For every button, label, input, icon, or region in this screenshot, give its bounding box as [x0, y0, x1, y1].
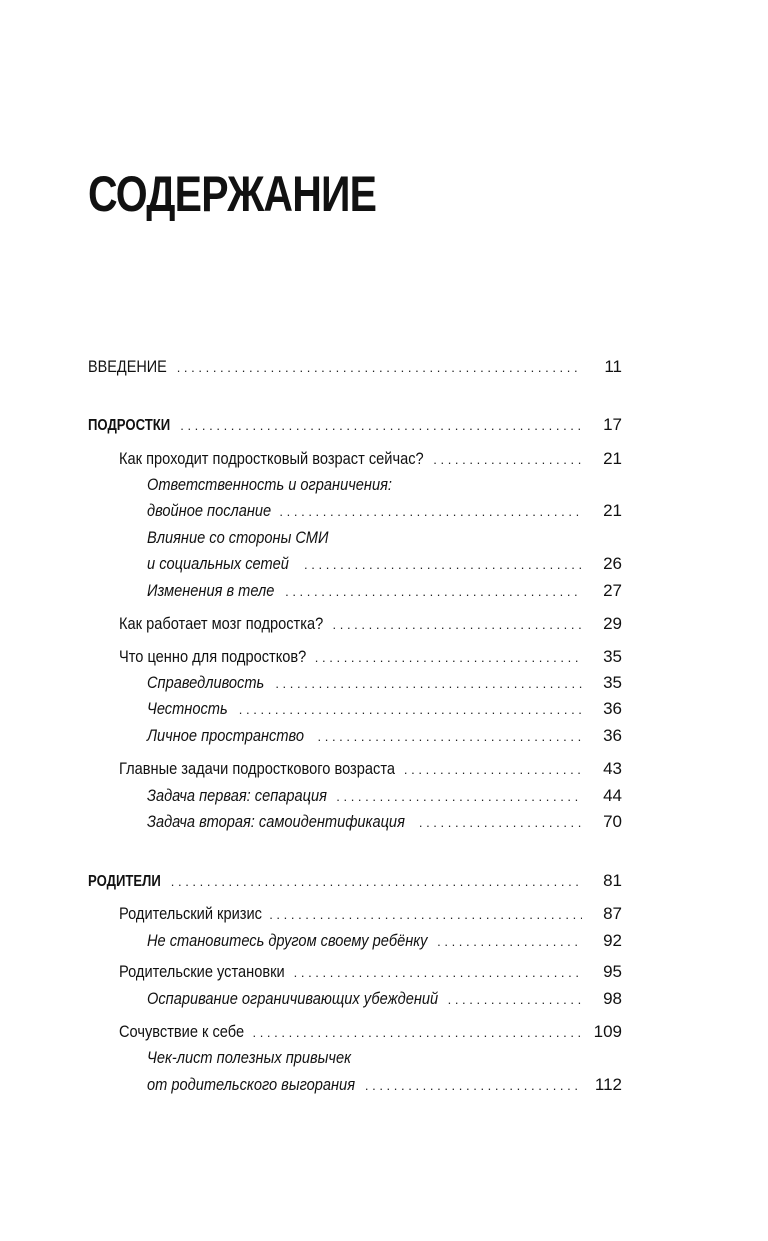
dot-leader [437, 930, 582, 954]
toc-entry-teens-s1a-line1[interactable]: Ответственность и ограничения: [147, 475, 392, 494]
toc-page-number: 17 [603, 415, 622, 434]
toc-part-teens[interactable] [88, 413, 622, 438]
dot-leader [365, 1074, 582, 1098]
toc-page-number: 92 [603, 931, 622, 950]
dot-leader [171, 870, 582, 894]
dot-leader [252, 1021, 582, 1045]
dot-leader [336, 785, 582, 809]
toc-page-number: 26 [603, 554, 622, 573]
toc-entry-label: Что ценно для подростков? [119, 647, 307, 666]
toc-page-number: 35 [603, 647, 622, 666]
toc-entry-label: Главные задачи подросткового возраста [119, 759, 395, 778]
toc-page-number: 109 [593, 1022, 622, 1041]
toc-entry-label: Честность [147, 699, 228, 718]
dot-leader [275, 672, 582, 696]
toc-entry-label: двойное послание [147, 501, 272, 520]
toc-entry-teens-s1b-line1[interactable]: Влияние со стороны СМИ [147, 528, 329, 547]
toc-entry-label: Как работает мозг подростка? [119, 614, 324, 633]
toc-page-number: 36 [603, 726, 622, 745]
toc-entry-label: Изменения в теле [147, 581, 275, 600]
toc-page-number: 112 [594, 1075, 622, 1094]
toc-entry-label: Задача вторая: самоидентификация [147, 812, 405, 831]
toc-entry-label: Не становитесь другом своему ребёнку [147, 931, 428, 950]
dot-leader [315, 646, 582, 670]
toc-entry-teens-s2[interactable] [119, 612, 622, 637]
toc-page-number: 98 [603, 989, 622, 1008]
toc-page-number: 21 [603, 449, 622, 468]
toc-entry-label: Родительский кризис [119, 904, 262, 923]
dot-leader [404, 758, 582, 782]
toc-page-number: 21 [603, 501, 622, 520]
toc-entry-parents-s2[interactable] [119, 960, 622, 985]
toc-entry-teens-s1b[interactable] [147, 552, 622, 577]
toc-entry-label: от родительского выгорания [147, 1075, 356, 1094]
toc-entry-label: Справедливость [147, 673, 265, 692]
dot-leader [279, 500, 582, 524]
toc-page-number: 44 [603, 786, 622, 805]
toc-entry-label: и социальных сетей [147, 554, 289, 573]
toc-entry-label: Как проходит подростковый возраст сейчас? [119, 449, 424, 468]
page-title: СОДЕРЖАНИЕ [88, 166, 377, 222]
toc-entry-teens-s3b[interactable] [147, 697, 622, 722]
toc-page-number: 29 [603, 614, 622, 633]
toc-entry-teens-s1[interactable] [119, 447, 622, 472]
dot-leader [294, 961, 582, 985]
toc-entry-label: Задача первая: сепарация [147, 786, 327, 805]
dot-leader [433, 448, 582, 472]
dot-leader [269, 903, 582, 927]
toc-entry-teens-s3a[interactable] [147, 671, 622, 696]
toc-entry-label: Личное пространство [147, 726, 304, 745]
toc-entry-teens-s1a[interactable] [147, 499, 622, 524]
toc-page-number: 95 [603, 962, 622, 981]
dot-leader [177, 356, 582, 380]
toc-entry-parents-s3a[interactable] [147, 1073, 622, 1098]
toc-entry-teens-s3[interactable] [119, 645, 622, 670]
dot-leader [180, 414, 582, 438]
toc-entry-teens-s1c[interactable] [147, 579, 622, 604]
toc-entry-teens-s4a[interactable] [147, 784, 622, 809]
dot-leader [318, 725, 582, 749]
toc-page-number: 81 [603, 871, 622, 890]
toc-entry-intro[interactable] [88, 355, 622, 380]
toc-entry-parents-s3[interactable] [119, 1020, 622, 1045]
dot-leader [239, 698, 582, 722]
toc-page-number: 11 [604, 357, 622, 376]
toc-entry-parents-s1[interactable] [119, 902, 622, 927]
toc-entry-label: ВВЕДЕНИЕ [88, 357, 167, 376]
toc-part-parents[interactable] [88, 869, 622, 894]
toc-entry-label: Сочувствие к себе [119, 1022, 245, 1041]
toc-page-number: 35 [603, 673, 622, 692]
toc-part-label: РОДИТЕЛИ [88, 873, 161, 890]
toc-page-number: 43 [603, 759, 622, 778]
dot-leader [419, 811, 582, 835]
toc-entry-label: Оспаривание ограничивающих убеждений [147, 989, 439, 1008]
toc-entry-label: Родительские установки [119, 962, 285, 981]
toc-page-number: 27 [603, 581, 622, 600]
toc-page-number: 70 [603, 812, 622, 831]
toc-entry-parents-s1a[interactable] [147, 929, 622, 954]
dot-leader [285, 580, 582, 604]
toc-entry-teens-s4b[interactable] [147, 810, 622, 835]
dot-leader [448, 988, 582, 1012]
toc-entry-teens-s4[interactable] [119, 757, 622, 782]
toc-entry-parents-s3a-line1[interactable]: Чек-лист полезных привычек [147, 1048, 352, 1067]
dot-leader [333, 613, 583, 637]
toc-part-label: ПОДРОСТКИ [88, 417, 171, 434]
toc-entry-teens-s3c[interactable] [147, 724, 622, 749]
toc-entry-parents-s2a[interactable] [147, 987, 622, 1012]
dot-leader [304, 553, 582, 577]
toc-page-number: 87 [603, 904, 622, 923]
toc-page-number: 36 [603, 699, 622, 718]
